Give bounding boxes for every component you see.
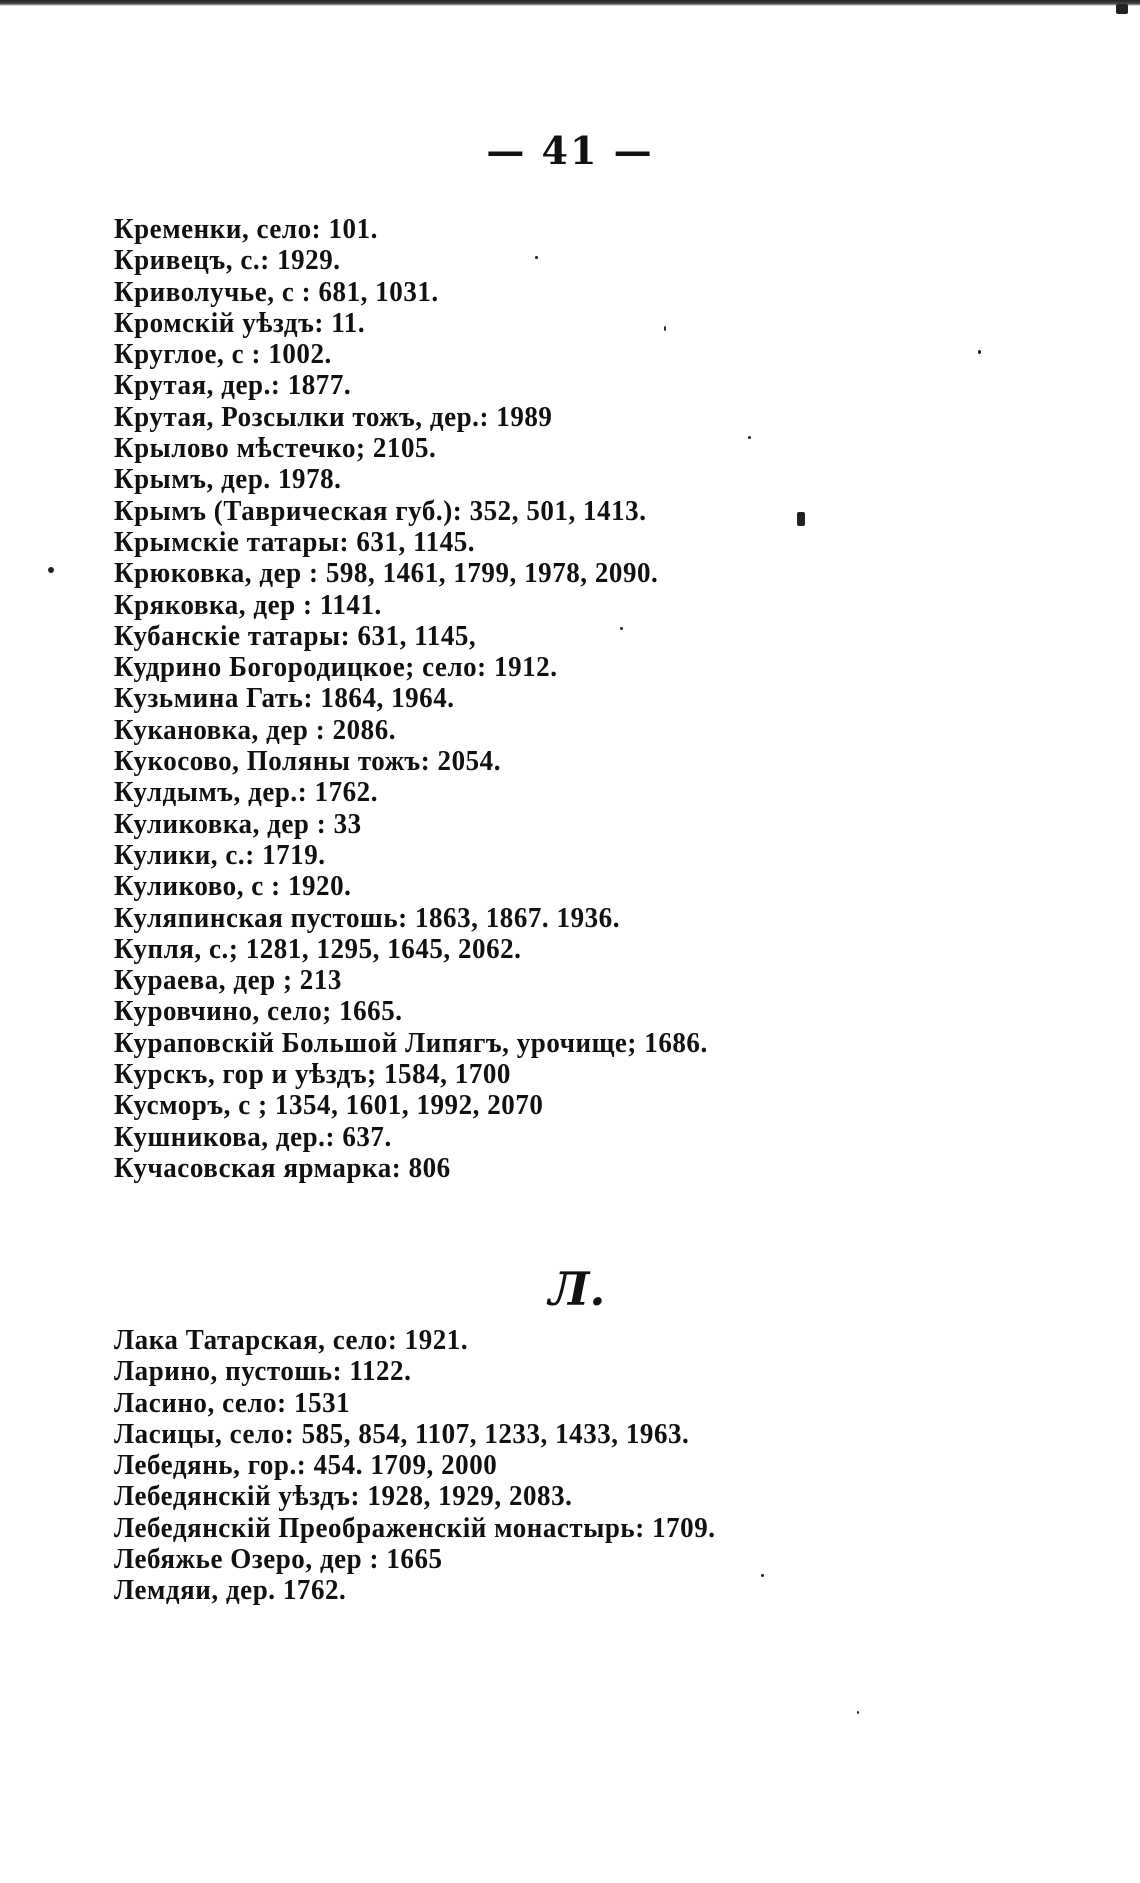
index-entry: Кураева, дер ; 213 — [114, 964, 342, 997]
index-entry: Крымъ, дер. 1978. — [114, 463, 342, 496]
index-section-k — [114, 214, 752, 1184]
index-entry: Крюковка, дер : 598, 1461, 1799, 1978, 2090. — [114, 557, 659, 590]
index-entry: Крымскіе татары: 631, 1145. — [114, 525, 476, 558]
scan-speck — [761, 1574, 764, 1577]
index-entry: Круглое, с : 1002. — [114, 338, 332, 371]
index-entry: Кукосово, Поляны тожъ: 2054. — [114, 745, 502, 778]
scan-speck — [748, 436, 751, 439]
index-entry: Кукановка, дер : 2086. — [114, 713, 397, 746]
index-entry: Лемдяи, дер. 1762. — [114, 1574, 347, 1607]
index-entry: Куликово, с : 1920. — [114, 870, 352, 903]
index-entry: Кременки, село: 101. — [114, 213, 378, 245]
index-entry: Лебедянскій Преображенскій монастырь: 1709. — [114, 1511, 716, 1544]
index-entry: Купля, с.; 1281, 1295, 1645, 2062. — [114, 932, 522, 965]
index-entry: Кучасовская ярмарка: 806 — [114, 1151, 451, 1184]
index-entry: Крутая, дер.: 1877. — [114, 369, 352, 402]
index-section-l — [114, 1325, 761, 1607]
index-entry: Курскъ, гор и уѣздъ; 1584, 1700 — [114, 1058, 511, 1091]
index-entry: Лебяжье Озеро, дер : 1665 — [114, 1543, 443, 1576]
index-entry: Куляпинская пустошь: 1863, 1867. 1936. — [114, 901, 620, 934]
index-entry: Куликовка, дер : 33 — [114, 807, 362, 840]
index-entry: Криволучье, с : 681, 1031. — [114, 275, 439, 308]
index-entry: Лака Татарская, село: 1921. — [114, 1324, 469, 1356]
scan-speck — [1116, 4, 1128, 14]
index-entry: Лебедянскій уѣздъ: 1928, 1929, 2083. — [114, 1480, 573, 1513]
index-entry: Кулики, с.: 1719. — [114, 838, 326, 871]
scan-speck — [535, 256, 538, 259]
scan-speck — [48, 567, 54, 573]
index-entry: Кубанскіе татары: 631, 1145, — [114, 619, 477, 652]
index-entry: Ларино, пустошь: 1122. — [114, 1355, 412, 1388]
index-entry: Ласицы, село: 585, 854, 1107, 1233, 1433, 1963. — [114, 1417, 690, 1450]
page-top-edge — [0, 0, 1140, 6]
index-entry: Кушникова, дер.: 637. — [114, 1120, 392, 1153]
scan-speck — [664, 326, 666, 331]
index-entry: Кулдымъ, дер.: 1762. — [114, 776, 379, 809]
scan-speck — [620, 627, 623, 630]
section-heading-letter: Л. — [548, 1262, 606, 1316]
index-entry: Лебедянь, гор.: 454. 1709, 2000 — [114, 1449, 498, 1482]
index-entry: Крымъ (Таврическая губ.): 352, 501, 1413. — [114, 494, 647, 527]
index-entry: Крылово мѣстечко; 2105. — [114, 432, 437, 465]
scan-speck — [797, 512, 805, 526]
index-entry: Кураповскій Большой Липягъ, урочище; 1686. — [114, 1026, 708, 1059]
index-entry: Кривецъ, с.: 1929. — [114, 244, 341, 277]
index-entry: Кузьмина Гать: 1864, 1964. — [114, 682, 455, 715]
index-entry: Кудрино Богородицкое; село: 1912. — [114, 651, 558, 684]
scan-speck — [857, 1711, 859, 1714]
index-entry: Ласино, село: 1531 — [114, 1386, 351, 1419]
scan-speck — [978, 350, 981, 354]
index-entry: Кромскій уѣздъ: 11. — [114, 306, 366, 339]
index-entry: Кряковка, дер : 1141. — [114, 588, 382, 621]
index-entry: Крутая, Розсылки тожъ, дер.: 1989 — [114, 400, 553, 433]
index-entry: Кусморъ, с ; 1354, 1601, 1992, 2070 — [114, 1089, 544, 1122]
index-entry: Куровчино, село; 1665. — [114, 995, 403, 1028]
page-number: — 41 — — [486, 128, 654, 173]
